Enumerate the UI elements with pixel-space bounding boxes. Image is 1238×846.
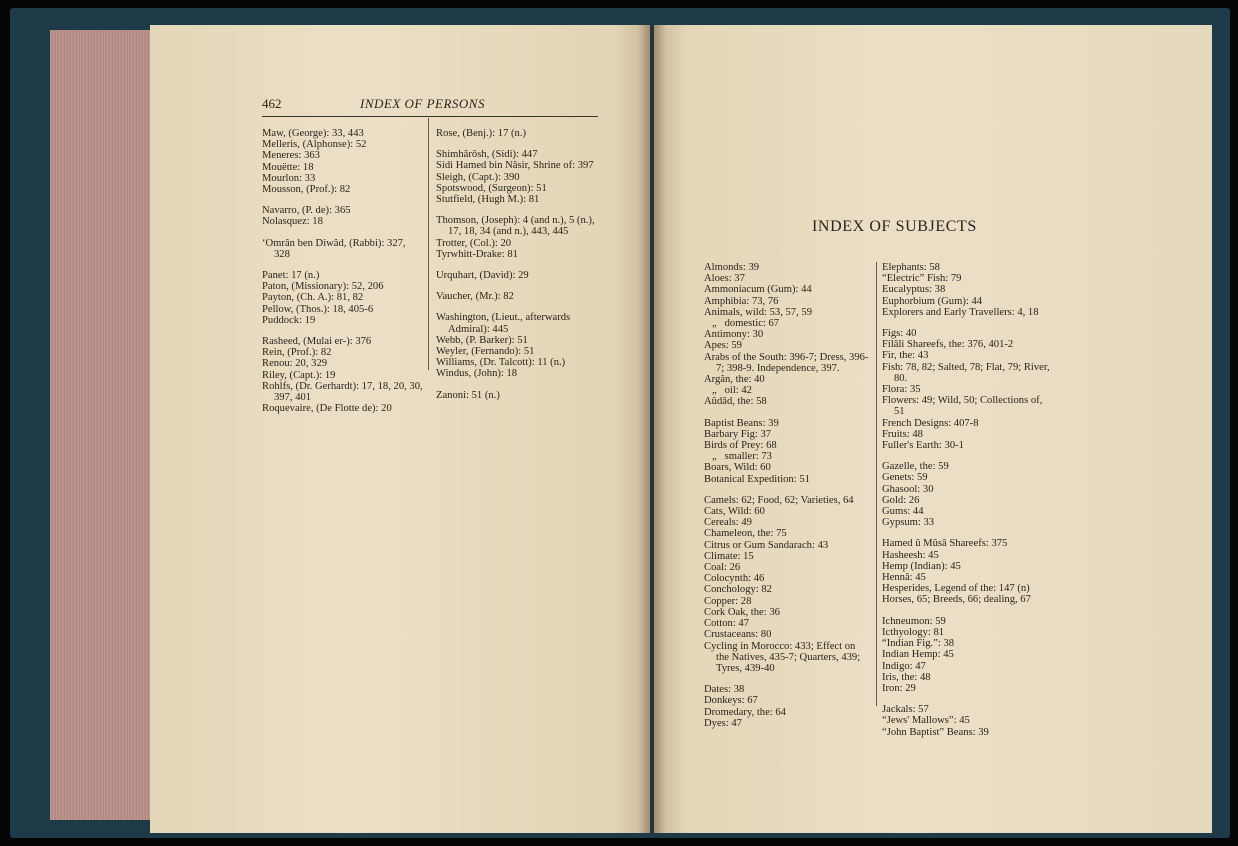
index-entry: Hemp (Indian): 45 — [882, 560, 961, 572]
index-spacer — [262, 228, 424, 238]
subjects-title: INDEX OF SUBJECTS — [812, 218, 977, 235]
page-number: 462 — [262, 96, 282, 111]
index-entry: Jackals: 57 — [882, 704, 929, 716]
index-entry: Climate: 15 — [704, 550, 754, 562]
index-entry: Rein, (Prof.): 82 — [262, 347, 332, 359]
index-entry: “Electric” Fish: 79 — [882, 273, 962, 285]
index-entry: Thomson, (Joseph): 4 (and n.), 5 (n.), 17, 18, 34 (and n.), 443, 445 — [436, 215, 598, 238]
index-entry: ‘Omrân ben Diwâd, (Rabbi): 327, 328 — [262, 237, 409, 260]
index-entry: Elephants: 58 — [882, 262, 940, 273]
index-entry: Dyes: 47 — [704, 717, 742, 729]
index-entry: Boars, Wild: 60 — [704, 462, 771, 474]
page-edges — [50, 30, 162, 820]
index-entry: Spotswood, (Surgeon): 51 — [436, 182, 547, 194]
index-entry: Shimhârôsh, (Sidi): 447 — [436, 149, 538, 161]
index-entry: Figs: 40 — [882, 328, 917, 340]
index-entry: Amphibia: 73, 76 — [704, 295, 779, 307]
index-entry: Iron: 29 — [882, 682, 916, 694]
index-entry: Genets: 59 — [882, 472, 928, 484]
index-entry: Hesperides, Legend of the: 147 (n) — [882, 583, 1030, 595]
index-entry: Copper: 28 — [704, 595, 752, 607]
index-spacer — [262, 195, 424, 205]
index-entry: Botanical Expedition: 51 — [704, 473, 810, 485]
index-spacer — [882, 318, 1052, 328]
index-entry: Mousson, (Prof.): 82 — [262, 184, 351, 196]
index-entry: Crustaceans: 80 — [704, 629, 772, 641]
index-entry: Hamed û Mûsâ Shareefs: 375 — [882, 538, 1008, 550]
index-entry: “Indian Fig.”: 38 — [882, 638, 955, 650]
index-entry: Cereals: 49 — [704, 517, 752, 529]
running-head-title: INDEX OF PERSONS — [360, 96, 485, 111]
index-entry: Rose, (Benj.): 17 (n.) — [436, 128, 527, 139]
subjects-index-column-2 — [882, 262, 1052, 738]
index-entry: Sleigh, (Capt.): 390 — [436, 171, 520, 183]
index-entry: Gums: 44 — [882, 506, 924, 518]
index-entry: Chameleon, the: 75 — [704, 528, 787, 540]
persons-index-column-2 — [436, 128, 600, 401]
index-entry: Conchology: 82 — [704, 584, 772, 596]
index-entry: Gold: 26 — [882, 494, 920, 506]
header-rule — [262, 116, 598, 117]
index-entry: Donkeys: 67 — [704, 695, 758, 707]
index-entry: Aloes: 37 — [704, 273, 745, 285]
index-entry: Fir, the: 43 — [882, 350, 929, 362]
index-entry: Roquevaire, (De Flotte de): 20 — [262, 403, 392, 415]
index-entry: Fish: 78, 82; Salted, 78; Flat, 79; River, 80. — [882, 361, 1053, 384]
index-entry: Ghasool: 30 — [882, 483, 934, 495]
index-entry: Cats, Wild: 60 — [704, 506, 765, 518]
index-entry: Stutfield, (Hugh M.): 81 — [436, 194, 540, 206]
index-entry: Aûdâd, the: 58 — [704, 396, 767, 408]
column-divider — [876, 262, 877, 706]
index-entry: “John Baptist” Beans: 39 — [882, 726, 989, 738]
index-entry: Weyler, (Fernando): 51 — [436, 346, 535, 358]
index-entry: Cycling in Morocco: 433; Effect on the Natives, 435-7; Quarters, 439; Tyres, 439-40 — [704, 640, 863, 674]
index-entry: Maw, (George): 33, 443 — [262, 128, 364, 139]
index-entry: Sidi Hamed bin Nâsir, Shrine of: 397 — [436, 160, 594, 172]
index-entry: Flowers: 49; Wild, 50; Collections of, 51 — [882, 395, 1045, 418]
index-entry: Mourlon: 33 — [262, 172, 316, 184]
index-entry: Hasheesh: 45 — [882, 549, 939, 561]
index-spacer — [436, 281, 600, 291]
index-entry: Citrus or Gum Sandarach: 43 — [704, 539, 829, 551]
index-entry: Mouëtte: 18 — [262, 161, 314, 173]
index-spacer — [882, 528, 1052, 538]
index-entry: Apes: 59 — [704, 340, 742, 352]
index-entry: Tyrwhitt-Drake: 81 — [436, 248, 518, 260]
index-entry: Hennâ: 45 — [882, 572, 926, 584]
index-entry: “Jews' Mallows”: 45 — [882, 715, 970, 727]
index-entry: Coal: 26 — [704, 562, 741, 574]
index-spacer — [262, 326, 424, 336]
index-entry: Urquhart, (David): 29 — [436, 270, 529, 282]
index-entry: Riley, (Capt.): 19 — [262, 369, 336, 381]
index-entry: Panet: 17 (n.) — [262, 270, 320, 282]
index-entry: Navarro, (P. de): 365 — [262, 205, 351, 217]
index-spacer — [882, 606, 1052, 616]
index-entry: Dromedary, the: 64 — [704, 706, 786, 718]
index-spacer — [436, 205, 600, 215]
index-spacer — [262, 260, 424, 270]
index-entry: Gypsum: 33 — [882, 517, 935, 529]
index-entry: „ smaller: 73 — [704, 451, 772, 463]
index-entry: Renou: 20, 329 — [262, 358, 328, 370]
index-entry: Baptist Beans: 39 — [704, 417, 779, 429]
index-entry: Melleris, (Alphonse): 52 — [262, 139, 367, 151]
index-entry: Gazelle, the: 59 — [882, 461, 949, 473]
index-entry: Almonds: 39 — [704, 262, 760, 273]
index-entry: Windus, (John): 18 — [436, 368, 518, 380]
index-entry: Rohlfs, (Dr. Gerhardt): 17, 18, 20, 30, 397, 401 — [262, 380, 426, 404]
index-spacer — [704, 674, 870, 684]
index-entry: Birds of Prey: 68 — [704, 440, 777, 452]
index-spacer — [436, 380, 600, 390]
index-entry: Barbary Fig: 37 — [704, 428, 772, 440]
index-entry: Horses, 65; Breeds, 66; dealing, 67 — [882, 594, 1031, 606]
index-entry: Payton, (Ch. A.): 81, 82 — [262, 292, 364, 304]
index-entry: Filâli Shareefs, the: 376, 401-2 — [882, 339, 1014, 351]
index-entry: Colocynth: 46 — [704, 573, 765, 585]
index-spacer — [704, 485, 870, 495]
index-entry: Iris, the: 48 — [882, 671, 931, 683]
index-entry: Cork Oak, the: 36 — [704, 606, 780, 618]
index-entry: Webb, (P. Barker): 51 — [436, 334, 528, 346]
index-entry: Fruits: 48 — [882, 428, 923, 440]
index-entry: Camels: 62; Food, 62; Varieties, 64 — [704, 494, 854, 506]
index-entry: Nolasquez: 18 — [262, 216, 323, 228]
index-spacer — [882, 451, 1052, 461]
index-entry: Animals, wild: 53, 57, 59 — [704, 306, 812, 318]
column-divider — [428, 118, 429, 370]
index-entry: Vaucher, (Mr.): 82 — [436, 291, 514, 303]
index-entry: Indigo: 47 — [882, 660, 926, 672]
book-gutter — [638, 25, 666, 833]
index-entry: Cotton: 47 — [704, 618, 750, 630]
index-entry: Eucalyptus: 38 — [882, 284, 946, 296]
index-entry: Euphorbium (Gum): 44 — [882, 295, 983, 307]
index-spacer — [436, 260, 600, 270]
index-spacer — [704, 408, 870, 418]
index-entry: Flora: 35 — [882, 384, 921, 396]
index-entry: Ammoniacum (Gum): 44 — [704, 284, 812, 296]
index-entry: „ domestic: 67 — [704, 318, 780, 330]
index-entry: Zanoni: 51 (n.) — [436, 389, 500, 401]
index-entry: Antimony: 30 — [704, 329, 764, 341]
index-spacer — [436, 139, 600, 149]
index-entry: Meneres: 363 — [262, 150, 320, 162]
index-entry: Ichneumon: 59 — [882, 615, 946, 627]
index-entry: Icthyology: 81 — [882, 626, 945, 638]
index-entry: Fuller's Earth: 30-1 — [882, 440, 964, 452]
index-entry: Pellow, (Thos.): 18, 405-6 — [262, 303, 374, 315]
index-entry: Argân, the: 40 — [704, 374, 765, 386]
index-entry: Dates: 38 — [704, 684, 745, 696]
index-entry: Paton, (Missionary): 52, 206 — [262, 281, 384, 293]
index-entry: Indian Hemp: 45 — [882, 649, 954, 661]
index-entry: Trotter, (Col.): 20 — [436, 237, 512, 249]
index-entry: Williams, (Dr. Talcott): 11 (n.) — [436, 357, 566, 369]
subjects-index-column-1 — [704, 262, 870, 729]
index-entry: Puddock: 19 — [262, 314, 316, 326]
index-entry: Washington, (Lieut., afterwards Admiral): 445 — [436, 312, 573, 335]
index-spacer — [436, 302, 600, 312]
index-entry: French Designs: 407-8 — [882, 417, 979, 429]
index-entry: „ oil: 42 — [704, 385, 752, 397]
index-entry: Rasheed, (Mulai er-): 376 — [262, 336, 372, 348]
index-entry: Explorers and Early Travellers: 4, 18 — [882, 306, 1039, 318]
index-entry: Arabs of the South: 396-7; Dress, 396-7; 398-9. Independence, 397. — [704, 351, 869, 374]
persons-index-column-1 — [262, 128, 424, 414]
index-spacer — [882, 694, 1052, 704]
